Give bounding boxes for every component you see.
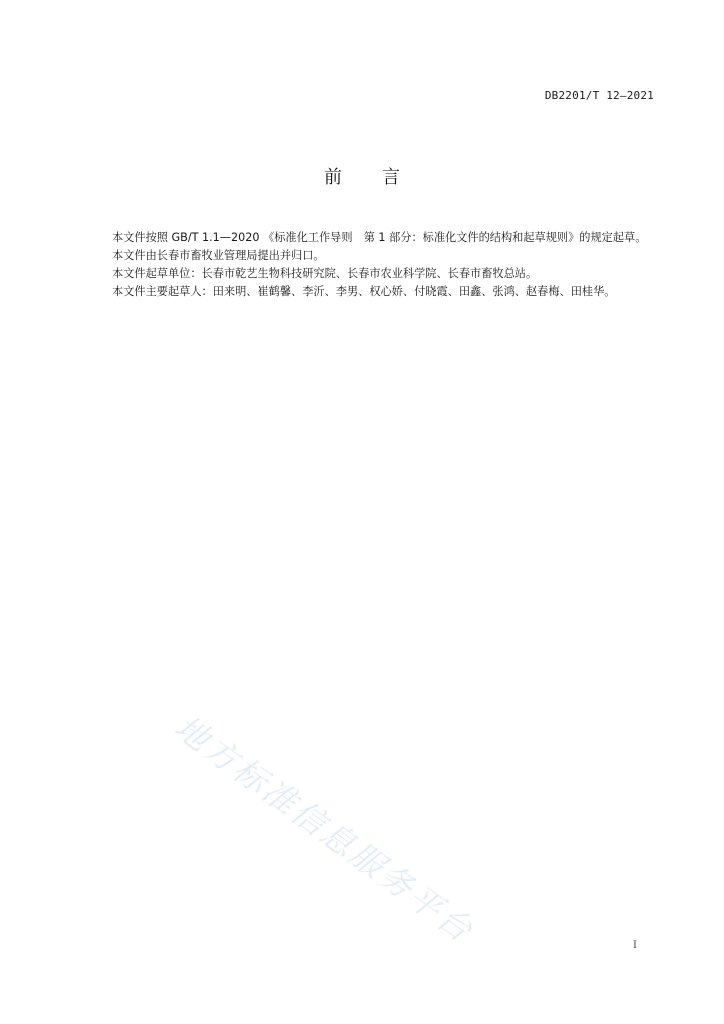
title-char-2: 言 (382, 167, 400, 188)
watermark-text: 地方标准信息服务平台 (167, 707, 482, 951)
foreword-body (90, 229, 658, 301)
paragraph-proposer: 本文件由长春市畜牧业管理局提出并归口。 (112, 249, 325, 262)
paragraph-drafters: 本文件主要起草人：田来明、崔鹤馨、李沂、李男、权心娇、付晓霞、田鑫、张鸿、赵春梅、田桂华。 (112, 285, 616, 298)
title-char-1: 前 (324, 167, 342, 188)
document-code: DB2201/T 12—2021 (544, 89, 654, 102)
page-title (0, 163, 724, 189)
paragraph-drafting-units: 本文件起草单位：长春市乾艺生物科技研究院、长春市农业科学院、长春市畜牧总站。 (112, 267, 538, 280)
page-number: I (633, 940, 637, 951)
paragraph-drafting-basis: 本文件按照 GB/T 1.1—2020 《标准化工作导则 第 1 部分：标准化文件的结构和起草规则》的规定起草。 (112, 231, 647, 244)
